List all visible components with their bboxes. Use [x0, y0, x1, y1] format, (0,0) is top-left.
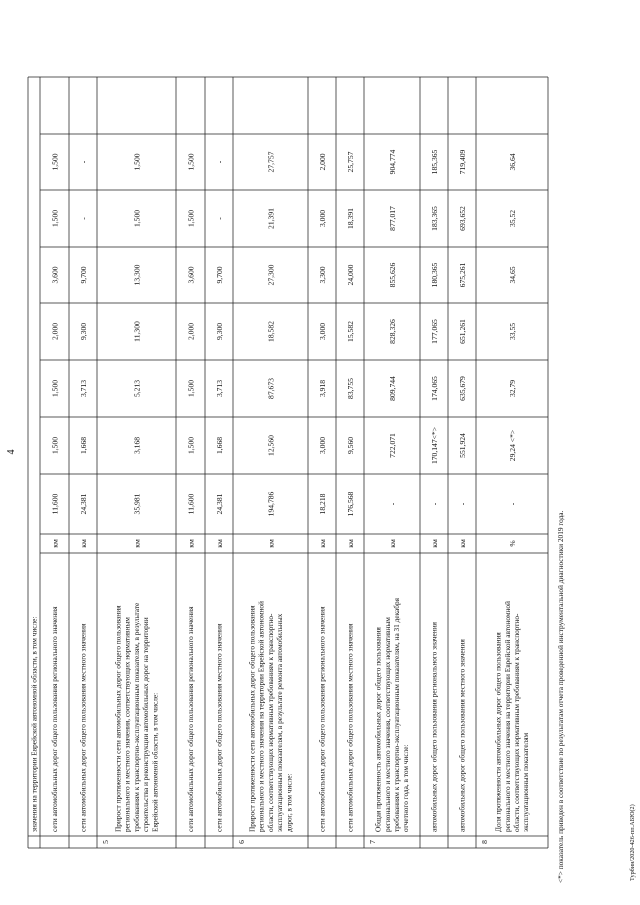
row-label: требованиям к транспортно-эксплуатационным показателям, на 31 декабря	[392, 598, 401, 832]
value-cell: 3,168	[132, 436, 142, 455]
value-cell: -	[508, 502, 517, 506]
value-cell: 87,673	[266, 378, 276, 399]
value-cell: 1,668	[79, 436, 88, 455]
value-cell: 1,500	[132, 209, 142, 228]
value-cell: 185,365	[430, 149, 439, 175]
value-cell: 9,700	[79, 266, 88, 284]
value-cell: 83,755	[346, 378, 355, 399]
value-cell: 675,261	[458, 262, 467, 288]
row-unit: %	[508, 540, 517, 547]
row-label: Общая протяженность автомобильных дорог общего пользования	[373, 627, 383, 832]
value-cell: 34,65	[508, 266, 517, 284]
value-cell: 3,600	[50, 266, 60, 284]
value-cell: 635,679	[458, 376, 467, 401]
value-cell: 719,409	[458, 149, 467, 175]
value-cell: -	[79, 217, 88, 220]
row-label: сети автомобильных дорог общего пользования местного значения	[78, 623, 88, 832]
row-number: 8	[480, 840, 489, 844]
value-cell: 177,065	[430, 319, 439, 344]
row-label: автомобильных дорог общего пользования местного значения	[457, 639, 467, 832]
value-cell: 9,300	[215, 322, 224, 341]
value-cell: 1,500	[186, 153, 196, 171]
value-cell: 693,652	[458, 206, 467, 231]
value-cell: 3,000	[318, 209, 327, 228]
value-cell: 1,500	[186, 379, 196, 398]
value-cell: 183,365	[430, 206, 439, 231]
value-cell: 9,300	[79, 322, 88, 341]
value-cell: 3,918	[318, 379, 327, 398]
value-cell: 3,713	[215, 379, 224, 398]
row-label: сети автомобильных дорог общего пользования регионального значения	[185, 606, 195, 832]
row-label: сети автомобильных дорог общего пользования местного значения	[214, 623, 224, 832]
value-cell: 15,582	[346, 321, 355, 342]
value-cell: 1,668	[215, 436, 224, 455]
row-unit: км	[50, 539, 60, 548]
value-cell: 2,000	[50, 322, 60, 341]
row-label: значения на территории Еврейской автономной области, в том числе:	[29, 616, 39, 832]
value-cell: -	[215, 160, 224, 164]
value-cell: 36,64	[508, 153, 517, 171]
value-cell: 3,713	[79, 379, 88, 398]
value-cell: 3,300	[318, 266, 327, 284]
value-cell: 180,365	[430, 262, 439, 288]
value-cell: -	[430, 502, 439, 506]
value-cell: 722,071	[388, 433, 397, 458]
row-unit: км	[458, 539, 467, 548]
value-cell: 5,213	[132, 379, 142, 398]
value-cell: 551,924	[458, 433, 467, 458]
value-cell: 194,786	[266, 491, 276, 517]
value-cell: 828,326	[388, 319, 397, 344]
value-cell: 1,500	[132, 153, 142, 171]
value-cell: 32,79	[508, 379, 517, 398]
value-cell: 3,600	[186, 266, 196, 284]
value-cell: 9,700	[215, 266, 224, 284]
value-cell: 27,757	[266, 151, 276, 173]
row-label: области, соответствующих нормативным требованиям к транспортно-	[265, 613, 275, 832]
row-label: автомобильных дорог общего пользования регионального значения	[429, 622, 439, 832]
value-cell: 3,000	[318, 436, 327, 455]
row-unit: км	[79, 539, 88, 548]
value-cell: 33,55	[508, 322, 517, 341]
value-cell: -	[215, 217, 224, 220]
value-cell: 1,500	[186, 209, 196, 228]
value-cell: 11,600	[50, 493, 60, 515]
row-label: сети автомобильных дорог общего пользования регионального значения	[49, 606, 59, 832]
row-label: области, соответствующих нормативным требованиям к транспортно-	[512, 613, 521, 832]
value-cell: 9,560	[346, 436, 355, 455]
row-label: сети автомобильных дорог общего пользования регионального значения	[317, 606, 327, 832]
value-cell: 18,218	[318, 493, 327, 515]
value-cell: 1,500	[186, 436, 196, 455]
value-cell: 21,391	[266, 208, 276, 229]
value-cell: 809,744	[388, 376, 397, 401]
row-label: Прирост протяженности сети автомобильных дорог общего пользования	[113, 605, 123, 832]
value-cell: 1,500	[50, 436, 60, 455]
value-cell: 2,000	[186, 322, 196, 341]
value-cell: 855,626	[388, 262, 397, 288]
document-stamp: Турбин/2020-426-пп.АБЮ(2)	[629, 804, 636, 881]
value-cell: 3,000	[318, 322, 327, 341]
value-cell: 904,774	[388, 149, 397, 175]
row-label: отчетного года, в том числе:	[401, 744, 411, 832]
page-number: 4	[6, 449, 17, 455]
value-cell: 12,560	[266, 435, 276, 456]
value-cell: 651,261	[458, 319, 467, 344]
row-label: строительства и реконструкции автомобильных дорог на территории	[141, 617, 151, 832]
value-cell: 2,000	[318, 153, 327, 171]
row-number: 7	[368, 840, 377, 844]
value-cell: 24,381	[215, 493, 224, 515]
value-cell: 1,500	[50, 209, 60, 228]
value-cell: 13,300	[132, 264, 142, 286]
value-cell: -	[388, 502, 397, 506]
row-label: эксплуатационным показателям, в результате ремонта автомобильных	[275, 613, 285, 832]
value-cell: 11,600	[186, 493, 196, 515]
row-label: Еврейской автономной области, в том числе:	[150, 692, 160, 832]
value-cell: 11,300	[132, 321, 142, 342]
value-cell: 18,582	[266, 321, 276, 342]
row-label: регионального и местного значения, соответствующих нормативным	[382, 617, 392, 832]
value-cell: 24,000	[346, 264, 355, 286]
row-number: 5	[101, 840, 110, 844]
row-unit: км	[186, 539, 196, 548]
row-label: требованиям к транспортно-эксплуатационным показателям, в результате	[131, 602, 141, 832]
row-unit: км	[346, 539, 355, 548]
value-cell: 27,300	[266, 264, 276, 286]
row-unit: км	[430, 539, 439, 548]
row-unit: км	[132, 539, 142, 548]
value-cell: 35,981	[132, 493, 142, 515]
value-cell: 18,391	[346, 208, 355, 229]
row-label: Прирост протяженности сети автомобильных дорог общего пользования	[247, 605, 257, 832]
value-cell: 176,568	[346, 491, 355, 517]
value-cell: 877,017	[388, 206, 397, 231]
value-cell: 1,500	[50, 379, 60, 398]
row-unit: км	[318, 539, 327, 548]
row-unit: км	[388, 539, 397, 548]
row-label: сети автомобильных дорог общего пользования местного значения	[345, 623, 355, 832]
value-cell: 29,24 <*>	[508, 429, 517, 462]
row-label: регионального и местного значения на территории Еврейской автономной	[256, 601, 266, 832]
value-cell: 25,757	[346, 151, 355, 173]
value-cell: 35,52	[508, 209, 517, 228]
value-cell: 24,381	[79, 493, 88, 515]
value-cell: -	[458, 502, 467, 506]
row-unit: км	[266, 539, 276, 548]
row-label: регионального и местного значения, соответствующих нормативным	[122, 617, 132, 832]
row-label: регионального и местного значения на территории Еврейской автономной	[502, 601, 512, 832]
row-unit: км	[215, 539, 224, 548]
value-cell: 1,500	[50, 153, 60, 171]
row-label: Доля протяженности автомобильных дорог общего пользования	[493, 632, 503, 832]
row-label: дорог, в том числе:	[284, 773, 294, 832]
footnote: <*> показатель приведен в соответствие по результатам отчета проведенной инструментальной диагностики 2019 года.	[556, 510, 565, 883]
value-cell: 170,147<*>	[430, 426, 439, 465]
row-label: эксплуатационным показателям	[521, 732, 531, 832]
value-cell: 174,065	[430, 376, 439, 401]
value-cell: -	[79, 160, 88, 164]
row-number: 6	[237, 840, 246, 844]
